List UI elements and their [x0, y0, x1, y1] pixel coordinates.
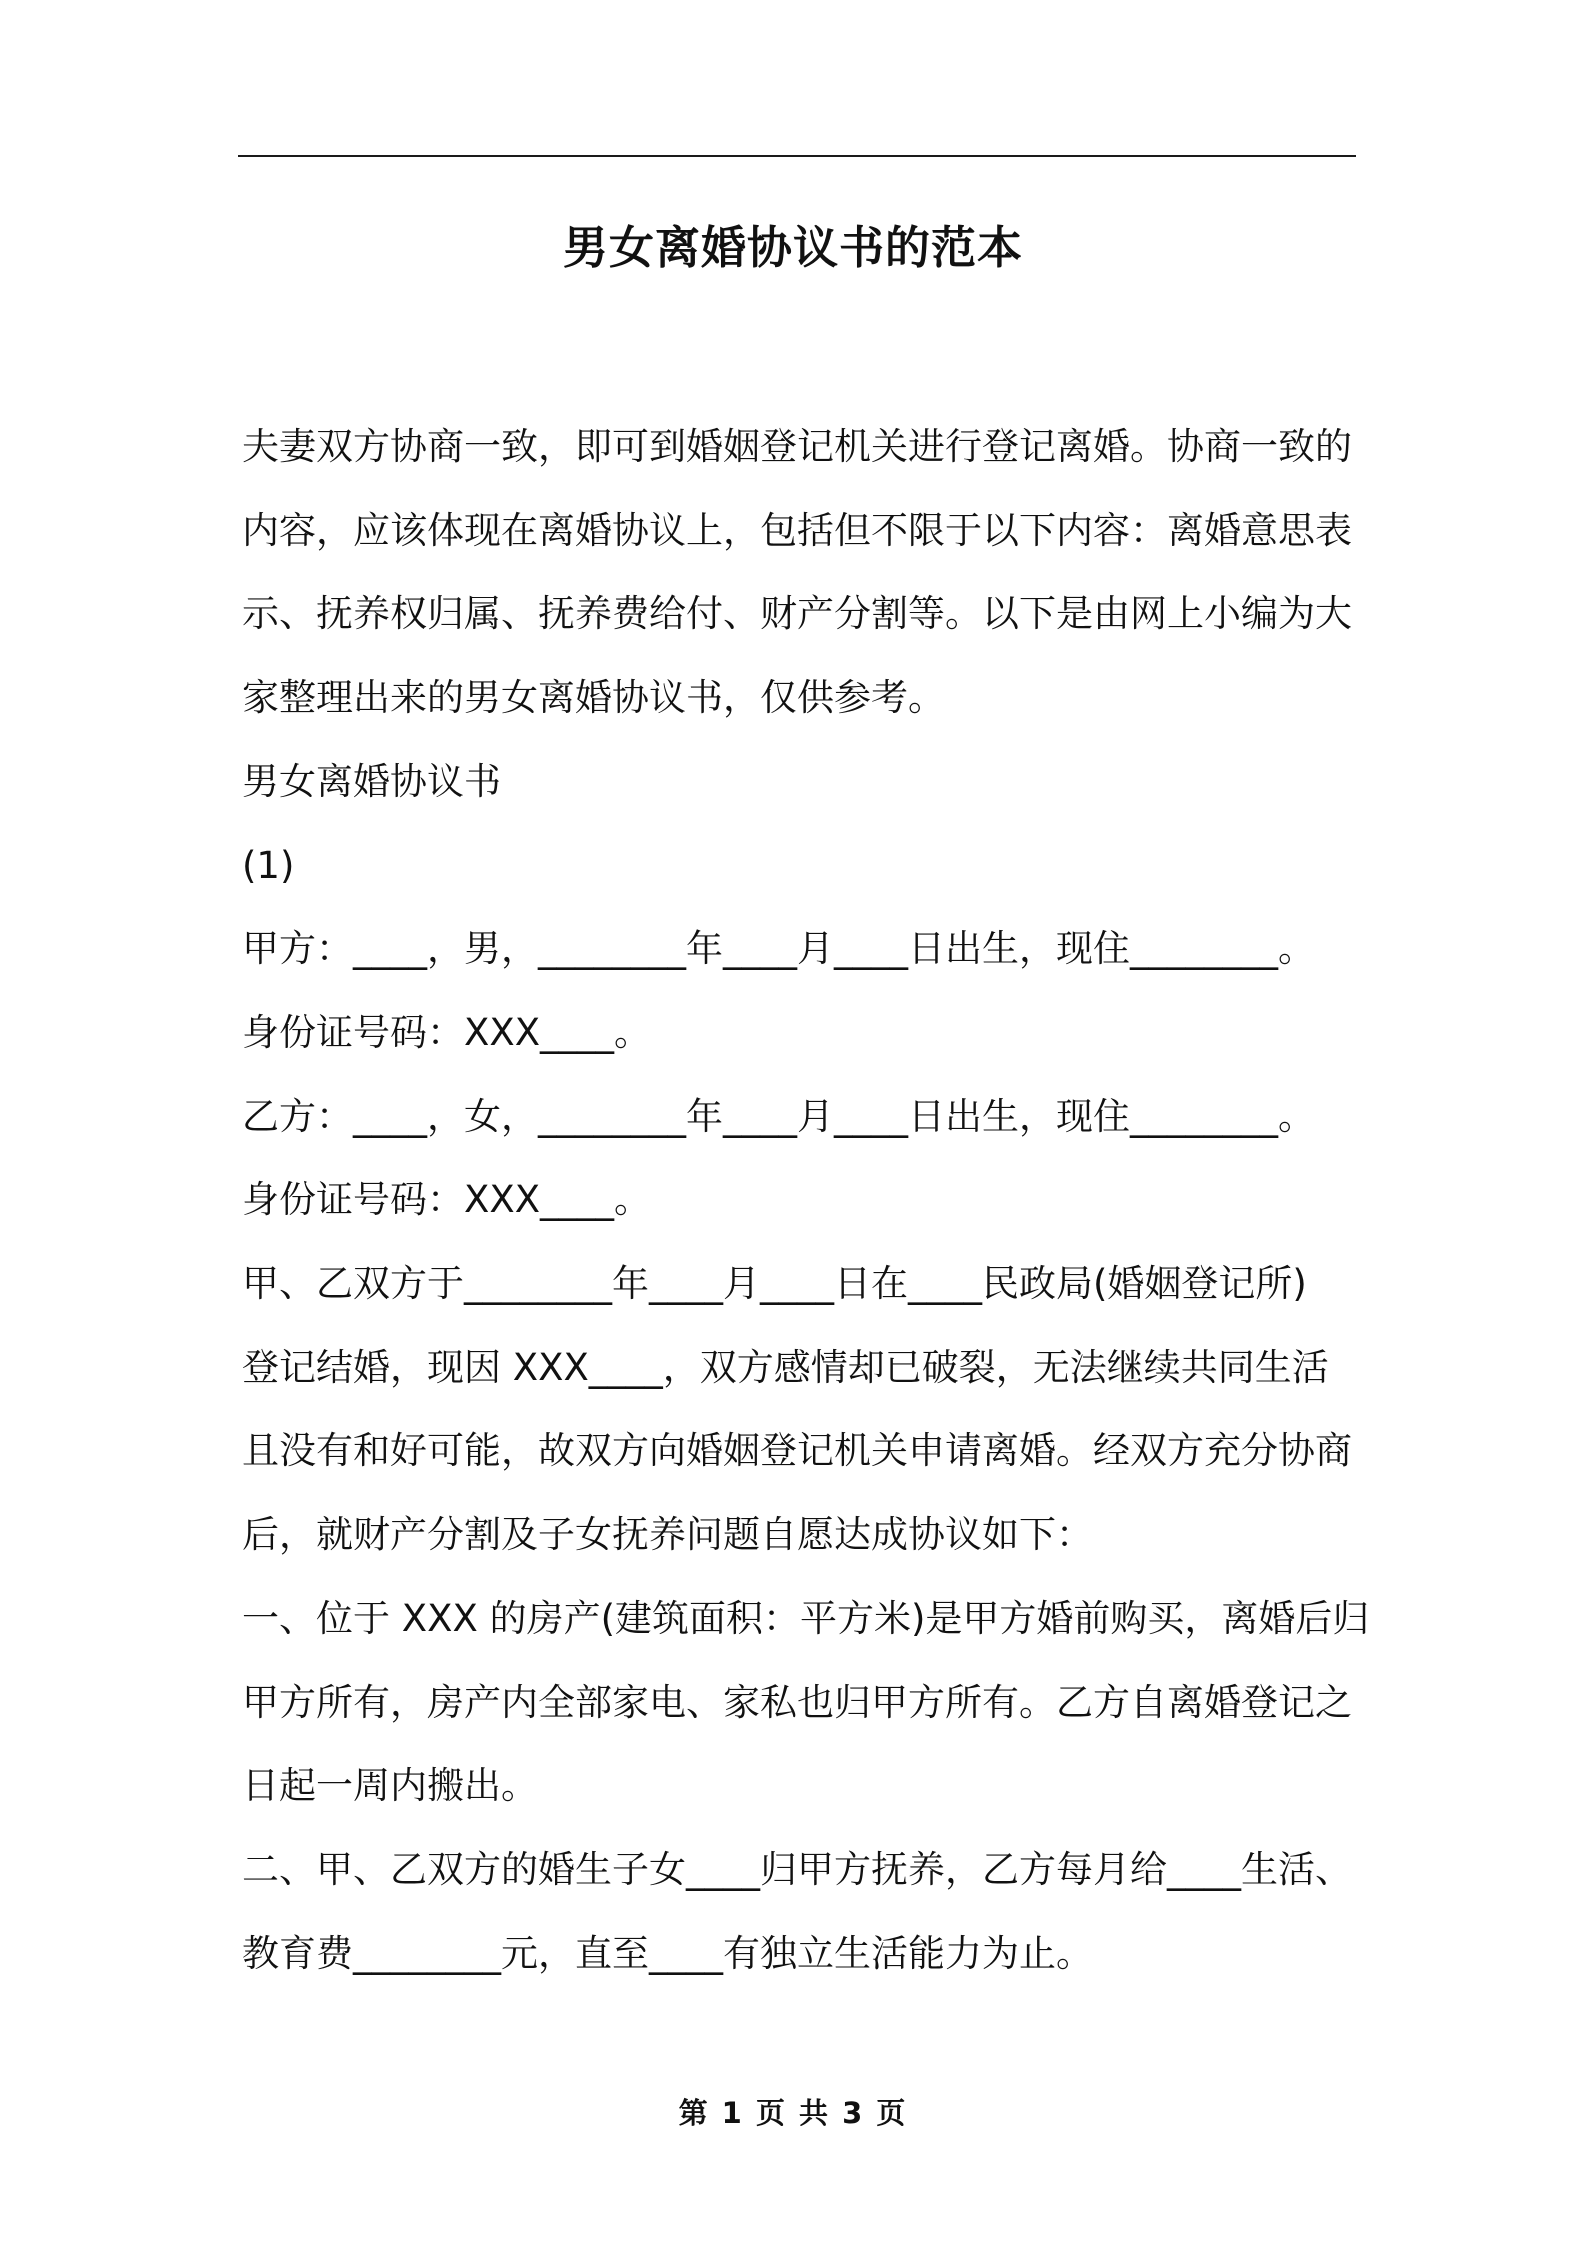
party-a-line [242, 907, 1362, 991]
agreement-subtitle [242, 740, 1362, 824]
clause-2-line: 教育费________元，直至____有独立生活能力为止。 [242, 1931, 1093, 1975]
intro-line: 内容，应该体现在离婚协议上，包括但不限于以下内容：离婚意思表 [242, 508, 1352, 552]
clause-1-line: 甲方所有，房产内全部家电、家私也归甲方所有。乙方自离婚登记之 [242, 1680, 1352, 1724]
party-b-id-line [242, 1158, 1362, 1242]
agreement-subtitle-text: 男女离婚协议书 [242, 759, 501, 803]
clause-2-paragraph [242, 1828, 1362, 1995]
marriage-line: 后，就财产分割及子女抚养问题自愿达成协议如下： [242, 1513, 1093, 1557]
intro-line: 示、抚养权归属、抚养费给付、财产分割等。以下是由网上小编为大 [242, 592, 1352, 636]
intro-line: 夫妻双方协商一致，即可到婚姻登记机关进行登记离婚。协商一致的 [242, 425, 1352, 468]
page-indicator: 第 1 页 共 3 页 [678, 2096, 908, 2130]
marriage-line: 且没有和好可能，故双方向婚姻登记机关申请离婚。经双方充分协商 [242, 1429, 1352, 1473]
clause-1-line: 日起一周内搬出。 [242, 1764, 538, 1808]
party-a-text: 甲方：____，男，________年____月____日出生，现住________。 [242, 927, 1315, 971]
marriage-line: 甲、乙双方于________年____月____日在____民政局(婚姻登记所) [242, 1262, 1307, 1306]
party-b-text: 乙方：____，女，________年____月____日出生，现住________。 [242, 1094, 1315, 1138]
clause-1-paragraph [242, 1577, 1370, 1828]
marriage-paragraph [242, 1242, 1362, 1577]
header-rule [238, 155, 1356, 157]
document-body [242, 405, 1370, 1995]
document-title: 男女离婚协议书的范本 [562, 221, 1023, 274]
party-a-id-line [242, 991, 1362, 1075]
section-number [242, 824, 1362, 908]
party-b-line [242, 1075, 1362, 1159]
clause-1-line: 一、位于 XXX 的房产(建筑面积：平方米)是甲方婚前购买，离婚后归 [242, 1596, 1370, 1640]
section-number-text: (1) [242, 843, 295, 887]
intro-line: 家整理出来的男女离婚协议书，仅供参考。 [242, 676, 945, 720]
party-b-id-text: 身份证号码：XXX____。 [242, 1178, 652, 1222]
marriage-line: 登记结婚，现因 XXX____，双方感情却已破裂，无法继续共同生活 [242, 1345, 1329, 1389]
intro-paragraph [242, 405, 1362, 740]
party-a-id-text: 身份证号码：XXX____。 [242, 1010, 652, 1054]
clause-2-line: 二、甲、乙双方的婚生子女____归甲方抚养，乙方每月给____生活、 [242, 1847, 1352, 1891]
